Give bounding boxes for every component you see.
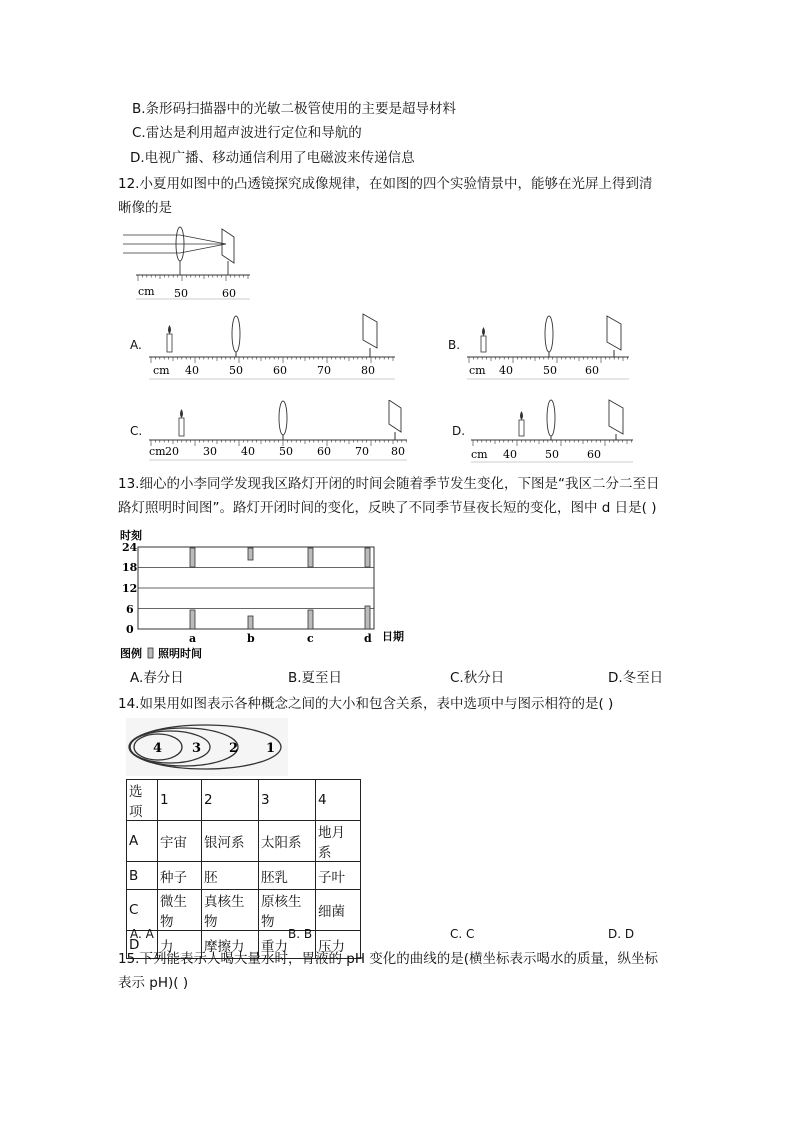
q12-option-d-figure <box>467 398 637 466</box>
bar-d-evening <box>365 548 370 567</box>
candle-flame <box>482 327 485 336</box>
q12-stem-line2: 晰像的是 <box>118 200 172 216</box>
legend-title: 图例 <box>120 647 142 660</box>
bar-d-morning <box>365 606 370 629</box>
light-screen <box>389 400 401 432</box>
table-cell: 地月系 <box>316 821 361 862</box>
ruler-unit: cm <box>149 445 166 458</box>
q13-choice-a: A.春分日 <box>130 670 184 686</box>
candle <box>519 420 524 436</box>
table-cell: 子叶 <box>316 862 361 890</box>
q13-choice-d: D.冬至日 <box>608 670 664 686</box>
table-row <box>127 890 361 931</box>
svg-text:30: 30 <box>203 445 217 458</box>
light-rays <box>123 235 226 253</box>
q12-option-c-label: C. <box>130 424 143 438</box>
xtick-d: d <box>364 632 372 645</box>
q15-stem-line2: 表示 pH)( ) <box>118 975 189 991</box>
svg-text:50: 50 <box>229 364 243 377</box>
q13-choice-b: B.夏至日 <box>288 670 343 686</box>
q15-stem-line1: 15.下列能表示人喝大量水时，胃液的 pH 变化的曲线的是(横坐标表示喝水的质量，纵坐标 <box>118 951 659 967</box>
table-cell: 原核生物 <box>259 890 316 931</box>
ytick-0: 0 <box>126 623 134 636</box>
bar-c-morning <box>308 610 313 629</box>
chart-ylabel: 时刻 <box>120 529 142 542</box>
ruler-tick-50: 50 <box>174 287 188 300</box>
svg-text:50: 50 <box>279 445 293 458</box>
table-cell: 胚乳 <box>259 862 316 890</box>
table-cell: B <box>127 862 158 890</box>
table-row <box>127 862 361 890</box>
table-cell: 细菌 <box>316 890 361 931</box>
table-cell: 微生物 <box>158 890 202 931</box>
table-header-cell: 4 <box>316 780 361 821</box>
xtick-a: a <box>189 632 197 645</box>
svg-text:40: 40 <box>241 445 255 458</box>
svg-text:80: 80 <box>361 364 375 377</box>
table-cell: 重力 <box>259 931 316 959</box>
ruler-unit: cm <box>469 364 486 377</box>
candle <box>481 336 486 352</box>
svg-text:70: 70 <box>317 364 331 377</box>
q14-choice-c: C. C <box>450 927 475 941</box>
svg-text:60: 60 <box>317 445 331 458</box>
table-header-cell: 2 <box>202 780 259 821</box>
table-cell: 摩擦力 <box>202 931 259 959</box>
table-cell: 胚 <box>202 862 259 890</box>
svg-text:60: 60 <box>585 364 599 377</box>
circle-label-4: 4 <box>153 741 163 756</box>
ytick-12: 12 <box>122 582 138 595</box>
bar-c-evening <box>308 548 313 567</box>
xtick-c: c <box>307 632 314 645</box>
convex-lens <box>279 401 287 435</box>
svg-text:40: 40 <box>185 364 199 377</box>
light-screen <box>222 229 234 263</box>
table-cell: 种子 <box>158 862 202 890</box>
svg-text:60: 60 <box>587 448 601 461</box>
candle <box>179 418 184 436</box>
svg-text:20: 20 <box>165 445 179 458</box>
candle-flame <box>180 409 183 418</box>
ruler-tick-60: 60 <box>222 287 236 300</box>
q13-stem-line2: 路灯照明时间图”。路灯开闭时间的变化，反映了不同季节昼夜长短的变化，图中 d 日是( ) <box>118 500 657 516</box>
legend-item: 照明时间 <box>158 647 202 660</box>
q14-choice-b: B. B <box>288 927 313 941</box>
svg-text:50: 50 <box>545 448 559 461</box>
lens-focal-figure <box>118 225 258 303</box>
bar-a-morning <box>190 610 195 629</box>
q12-option-a-label: A. <box>130 338 142 352</box>
table-cell: 银河系 <box>202 821 259 862</box>
table-cell: 压力 <box>316 931 361 959</box>
candle-flame <box>520 411 523 420</box>
ytick-6: 6 <box>126 603 134 616</box>
ruler-unit: cm <box>138 285 155 298</box>
table-header-row <box>127 780 361 821</box>
circle-label-3: 3 <box>192 741 202 756</box>
convex-lens <box>232 316 240 352</box>
q12-option-d-label: D. <box>452 424 466 438</box>
xtick-b: b <box>247 632 255 645</box>
q11-option-b: B.条形码扫描器中的光敏二极管使用的主要是超导材料 <box>132 101 457 117</box>
table-cell: C <box>127 890 158 931</box>
candle <box>167 334 172 352</box>
table-cell: D <box>127 931 158 959</box>
q12-option-a-figure <box>145 312 400 382</box>
svg-text:40: 40 <box>503 448 517 461</box>
bar-b-evening <box>248 548 253 560</box>
table-header-cell: 1 <box>158 780 202 821</box>
bar-b-morning <box>248 616 253 629</box>
table-cell: 真核生物 <box>202 890 259 931</box>
table-cell: A <box>127 821 158 862</box>
svg-text:50: 50 <box>543 364 557 377</box>
q12-stem-line1: 12.小夏用如图中的凸透镜探究成像规律，在如图的四个实验情景中，能够在光屏上得到清 <box>118 176 653 192</box>
table-cell: 力 <box>158 931 202 959</box>
ruler-unit: cm <box>471 448 488 461</box>
convex-lens <box>545 316 553 352</box>
q14-stem: 14.如果用如图表示各种概念之间的大小和包含关系，表中选项中与图示相符的是( ) <box>118 696 614 712</box>
ruler-unit: cm <box>153 364 170 377</box>
light-screen <box>363 314 377 348</box>
q12-option-b-figure <box>463 312 633 382</box>
svg-text:60: 60 <box>273 364 287 377</box>
q12-option-b-label: B. <box>448 338 461 352</box>
q11-option-d: D.电视广播、移动通信利用了电磁波来传递信息 <box>130 150 415 166</box>
q12-option-c-figure <box>145 400 410 466</box>
concept-table <box>126 779 361 959</box>
table-cell: 宇宙 <box>158 821 202 862</box>
ytick-24: 24 <box>122 541 138 554</box>
light-screen <box>609 400 623 434</box>
ytick-18: 18 <box>122 561 138 574</box>
table-header-cell: 选项 <box>127 780 158 821</box>
chart-xlabel: 日期 <box>382 630 404 643</box>
circle-label-1: 1 <box>266 741 276 756</box>
legend-swatch <box>148 648 153 658</box>
table-header-cell: 3 <box>259 780 316 821</box>
svg-text:40: 40 <box>499 364 513 377</box>
q11-option-c: C.雷达是利用超声波进行定位和导航的 <box>132 125 362 141</box>
concept-circles-figure <box>126 718 288 776</box>
q14-choice-a: A. A <box>130 927 154 941</box>
svg-text:80: 80 <box>391 445 405 458</box>
q14-choice-d: D. D <box>608 927 635 941</box>
light-screen <box>607 316 621 350</box>
q13-stem-line1: 13.细心的小李同学发现我区路灯开闭的时间会随着季节发生变化，下图是“我区二分二至日 <box>118 476 660 492</box>
svg-text:70: 70 <box>355 445 369 458</box>
circle-label-2: 2 <box>229 741 239 756</box>
convex-lens <box>547 400 555 436</box>
candle-flame <box>168 325 171 334</box>
table-cell: 太阳系 <box>259 821 316 862</box>
streetlight-chart <box>118 525 418 665</box>
bar-a-evening <box>190 548 195 567</box>
q13-choice-c: C.秋分日 <box>450 670 505 686</box>
table-row <box>127 821 361 862</box>
